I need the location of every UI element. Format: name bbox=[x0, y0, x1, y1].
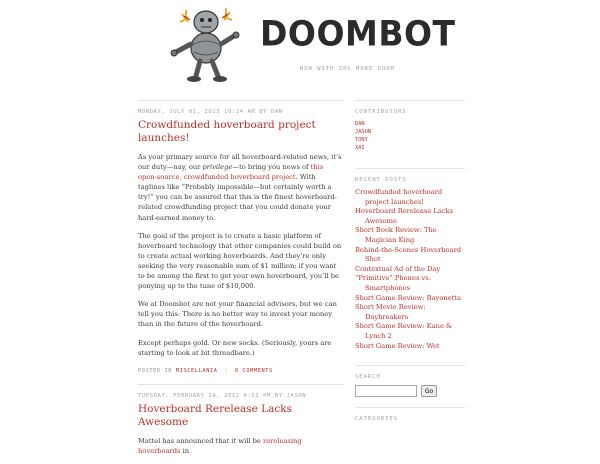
post-header bbox=[138, 384, 344, 429]
post-header bbox=[138, 100, 344, 145]
sidebar bbox=[355, 100, 465, 427]
contributor-link[interactable]: DAN bbox=[355, 121, 365, 127]
post-title-link[interactable]: Crowdfunded hoverboard project launches! bbox=[138, 119, 316, 144]
post-paragraph bbox=[138, 436, 344, 456]
recent-post-link[interactable]: Short Game Review: Kane & Lynch 2 bbox=[355, 322, 452, 340]
search-input[interactable] bbox=[355, 385, 417, 397]
post-paragraph: Except perhaps gold. Or new socks. (Seriously, yours are starting to look at bit threadbare.) bbox=[138, 338, 332, 357]
search-form bbox=[355, 385, 465, 397]
site-tagline: NOW WITH 20% MORE DOOM bbox=[300, 66, 395, 72]
emphasis-text: privilege bbox=[202, 163, 233, 172]
post-paragraph bbox=[138, 152, 344, 223]
posted-in-label: POSTED IN bbox=[138, 367, 173, 374]
recent-post-link[interactable]: Short Game Review: Bayonetta bbox=[355, 293, 461, 302]
contributor-link[interactable]: TONY bbox=[355, 137, 368, 143]
recent-post-link[interactable]: Short Book Review: The Magician King bbox=[355, 226, 437, 244]
recent-post-link[interactable]: Behind-the-Scenes Hoverboard Shot bbox=[355, 245, 462, 264]
post-meta: MONDAY, JULY 01, 2013 10:34 AM BY DAN bbox=[138, 109, 283, 115]
text-segment: As your primary source for all hoverboard-related news, it’s our duty—nay, our bbox=[138, 153, 342, 172]
post bbox=[138, 384, 344, 456]
recent-post-link[interactable]: Contextual Ad of the Day bbox=[355, 264, 441, 273]
post-footer bbox=[138, 368, 344, 384]
contributors-list bbox=[355, 120, 465, 152]
site-header bbox=[0, 0, 600, 96]
recent-posts-list bbox=[355, 188, 465, 351]
text-segment: Mattel has announced that it will be bbox=[138, 436, 264, 445]
text-segment: in bbox=[180, 446, 190, 455]
post-title-link[interactable]: Hoverboard Rerelease Lacks Awesome bbox=[138, 402, 293, 428]
post-paragraph: We at Doombot are not your financial advisors, but we can tell you this: There is no better way to invest your money than in the future of the hoverboard. bbox=[138, 300, 337, 329]
category-link[interactable]: MISCELLANIA bbox=[175, 367, 218, 374]
text-segment: . With taglines like “Probably impossible—but certainly worth a try!” you can be assured that this is the finest hoverboard-related crowdfunding project that you could donate your hard-earned money to. bbox=[138, 173, 337, 222]
contributor-link[interactable]: XAI bbox=[355, 145, 365, 151]
text-segment: —to bring you news of bbox=[232, 163, 311, 172]
search-heading: SEARCH bbox=[355, 365, 465, 380]
recent-post-link[interactable]: Hoverboard Rerelease Lacks Awesome bbox=[355, 207, 454, 225]
post-body bbox=[138, 436, 344, 456]
robot-mascot-icon[interactable] bbox=[160, 4, 250, 86]
post bbox=[138, 100, 344, 384]
recent-post-link[interactable]: Crowdfunded hoverboard project launches! bbox=[355, 188, 443, 206]
comments-link[interactable]: 0 COMMENTS bbox=[234, 367, 273, 374]
recent-post-link[interactable]: Short Game Review: Wet bbox=[355, 341, 440, 350]
inline-link[interactable]: rereleasing hoverboards bbox=[138, 436, 302, 455]
recent-post-link[interactable]: Short Movie Review: Daybreakers bbox=[355, 303, 426, 321]
recent-posts-heading: RECENT POSTS bbox=[355, 168, 465, 183]
site-title[interactable]: DOOMBOT bbox=[260, 13, 456, 54]
search-go-button[interactable]: Go bbox=[421, 385, 437, 397]
separator: | bbox=[224, 367, 229, 374]
main-content bbox=[138, 100, 344, 464]
post-body bbox=[138, 152, 344, 358]
recent-post-link[interactable]: “Primitive” Phones vs. Smartphones bbox=[355, 274, 431, 292]
post-paragraph: The goal of the project is to create a basic platform of hoverboard technology that other companies could build on to create actual working hoverboards. And they’re only seeking the very reasonable sum of $1 million; if you want to be among the first to get your own hoverboard, you’ll be ponying up to the tune of $10,000. bbox=[138, 231, 342, 291]
post-meta: TUESDAY, FEBRUARY 14, 2012 6:52 PM BY JASON bbox=[138, 392, 307, 399]
contributor-link[interactable]: JASON bbox=[355, 129, 371, 135]
contributors-heading: CONTRIBUTORS bbox=[355, 100, 465, 115]
inline-link[interactable]: this open-source, crowdfunded hoverboard project bbox=[138, 163, 324, 182]
categories-heading: CATEGORIES bbox=[355, 407, 465, 422]
